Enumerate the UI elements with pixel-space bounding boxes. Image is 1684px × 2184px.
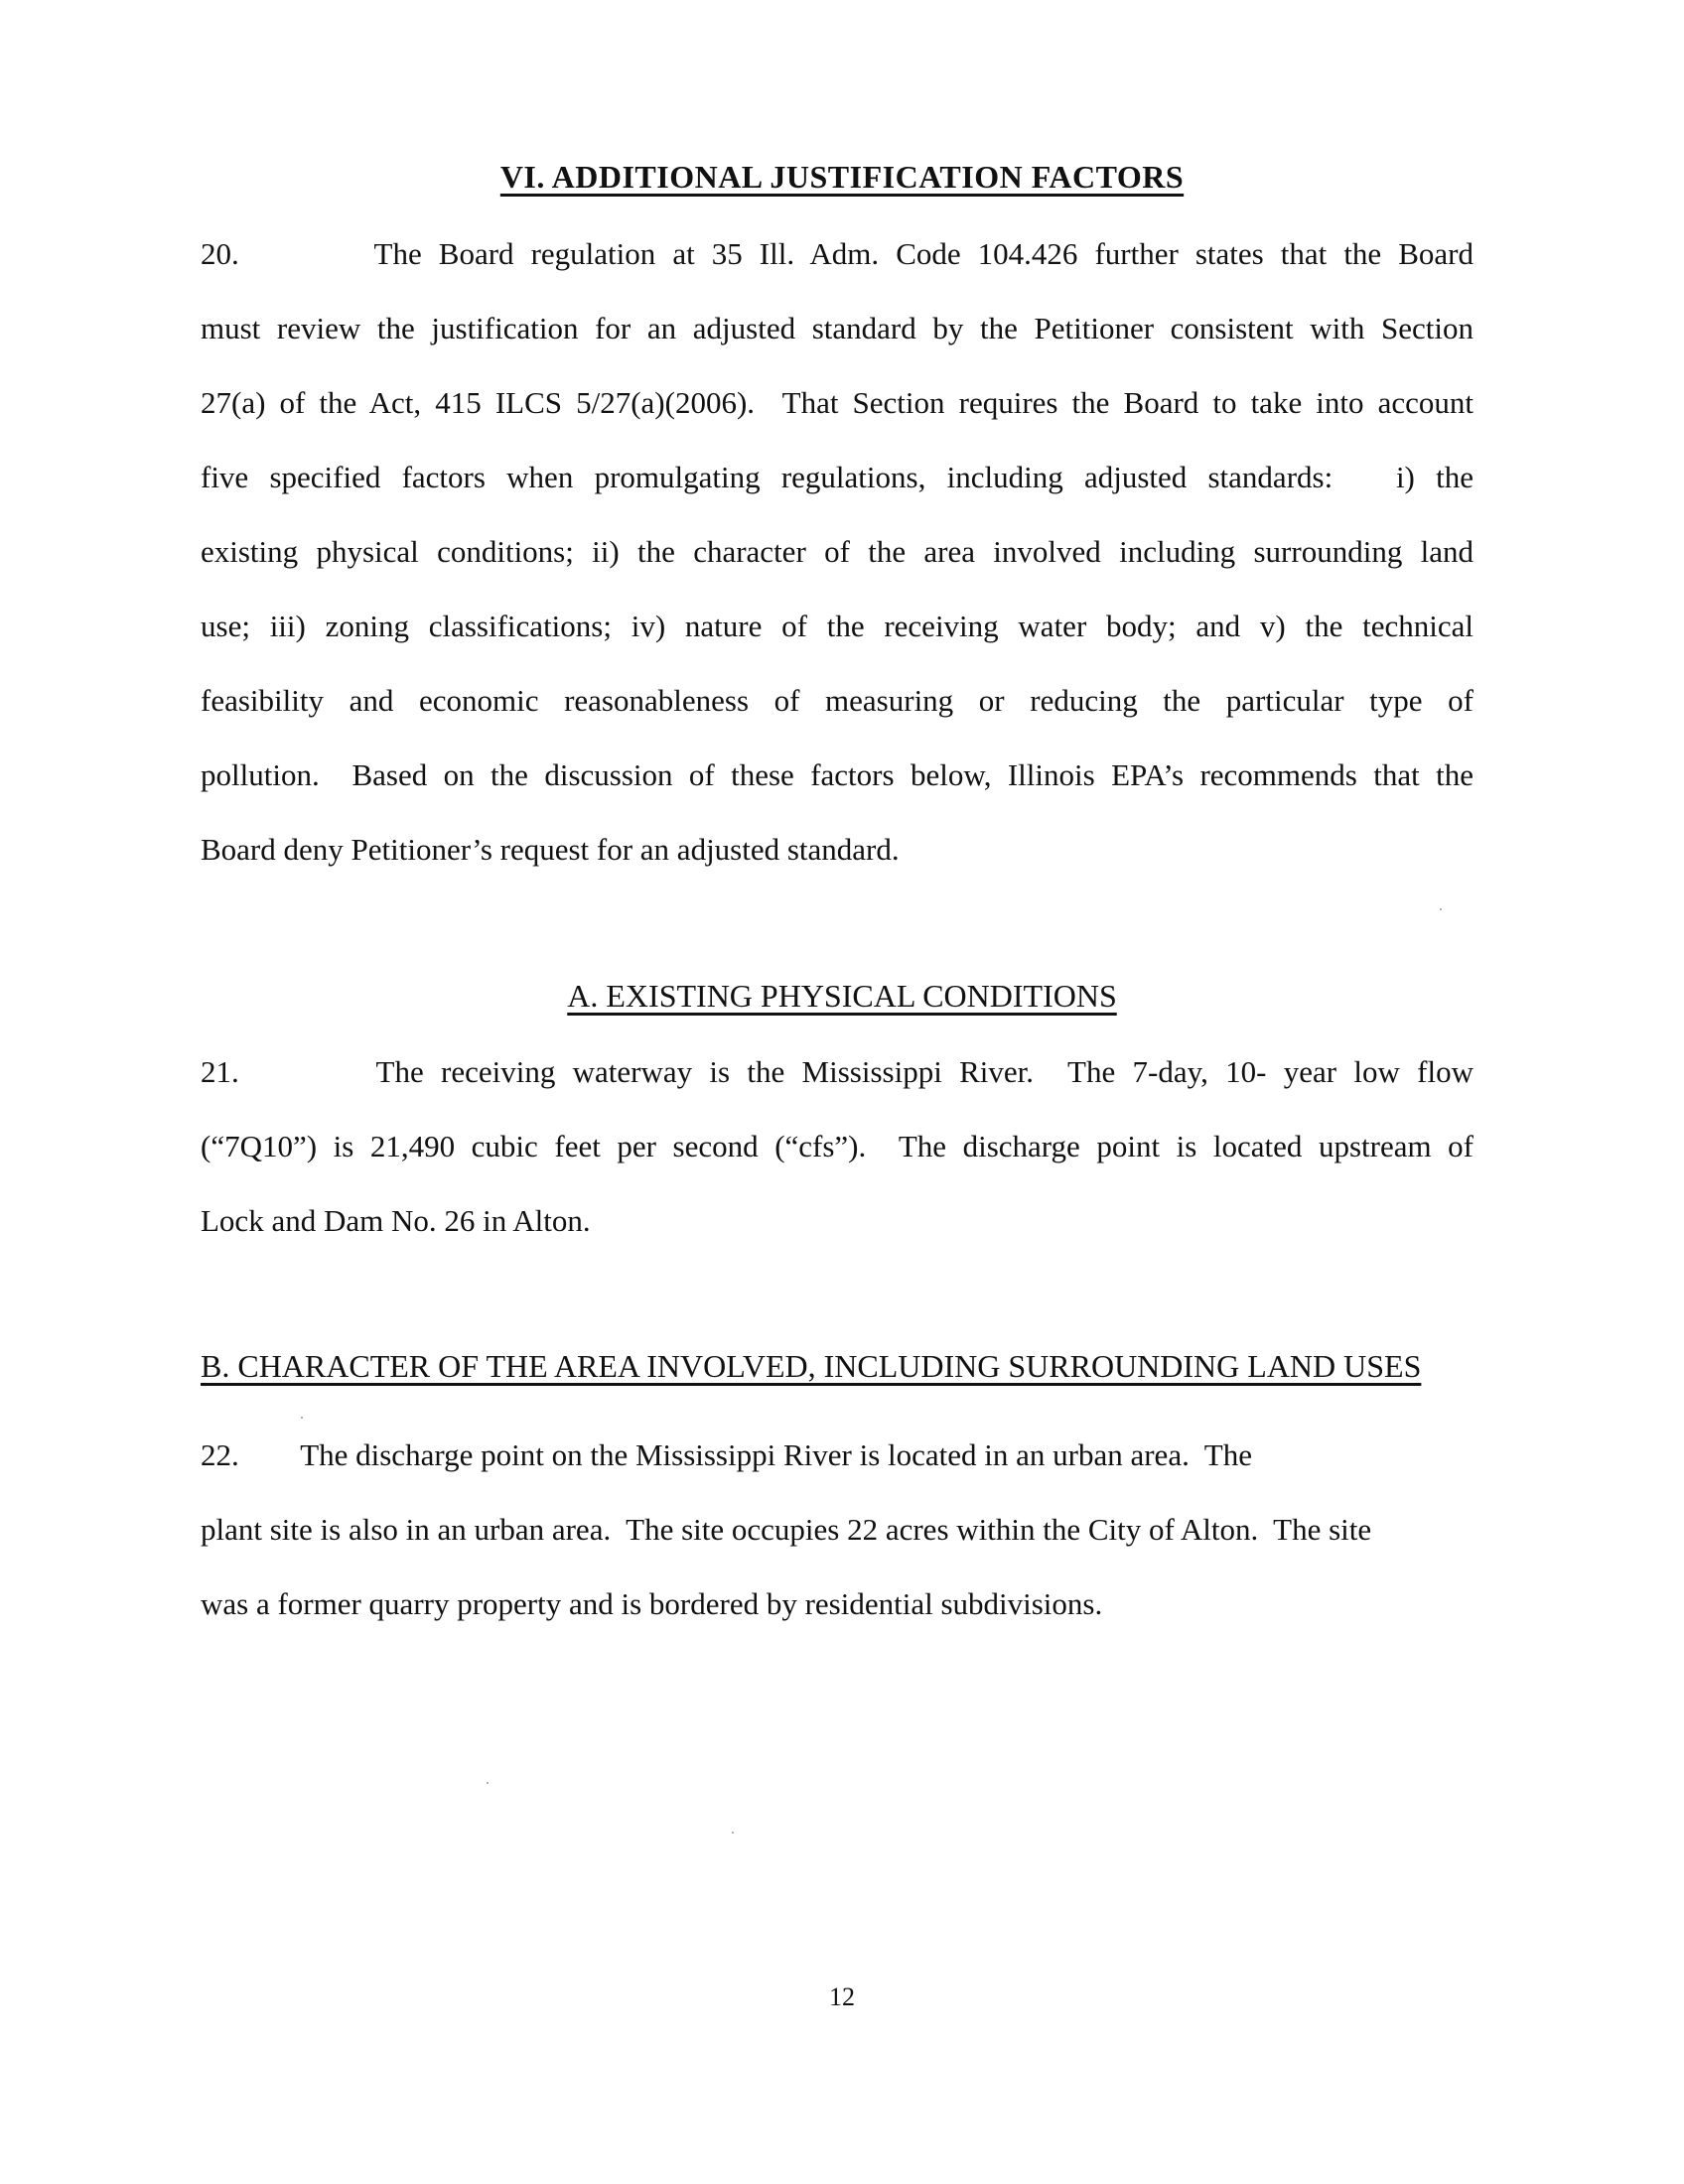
paragraph-line: must review the justification for an adjusted standard by the Petitioner consistent with Section — [201, 311, 1474, 345]
paragraph-line: Board deny Petitioner’s request for an adjusted standard. — [201, 832, 900, 867]
paragraph-line: 21. The receiving waterway is the Mississippi River. The 7-day, 10- year low flow — [201, 1054, 1474, 1089]
paragraph-line: existing physical conditions; ii) the character of the area involved including surrounding land — [201, 534, 1474, 569]
paragraph-22 — [201, 1437, 1474, 1636]
section-b-heading: B. CHARACTER OF THE AREA INVOLVED, INCLUDING SURROUNDING LAND USES — [201, 1348, 1422, 1384]
paragraph-line: plant site is also in an urban area. The site occupies 22 acres within the City of Alton. The site — [201, 1512, 1372, 1547]
paragraph-21 — [201, 1054, 1474, 1253]
scan-speck — [301, 1417, 303, 1419]
paragraph-line: Lock and Dam No. 26 in Alton. — [201, 1203, 591, 1238]
paragraph-20 — [201, 236, 1474, 882]
paragraph-line: was a former quarry property and is bordered by residential subdivisions. — [201, 1586, 1103, 1621]
scan-speck — [1440, 908, 1442, 910]
scan-speck — [732, 1832, 734, 1834]
paragraph-line: use; iii) zoning classifications; iv) nature of the receiving water body; and v) the technical — [201, 609, 1474, 643]
paragraph-line: five specified factors when promulgating regulations, including adjusted standards: i) the — [201, 460, 1474, 494]
paragraph-line: (“7Q10”) is 21,490 cubic feet per second (“cfs”). The discharge point is located upstream of — [201, 1129, 1474, 1163]
page-number: 12 — [829, 1982, 855, 2011]
paragraph-line: feasibility and economic reasonableness of measuring or reducing the particular type of — [201, 683, 1474, 718]
paragraph-line: 22. The discharge point on the Mississippi River is located in an urban area. The — [201, 1437, 1252, 1472]
scan-speck — [487, 1782, 489, 1784]
paragraph-line: 27(a) of the Act, 415 ILCS 5/27(a)(2006). That Section requires the Board to take into account — [201, 385, 1474, 420]
paragraph-line: 20. The Board regulation at 35 Ill. Adm. Code 104.426 further states that the Board — [201, 236, 1474, 271]
paragraph-line: pollution. Based on the discussion of these factors below, Illinois EPA’s recommends that the — [201, 757, 1474, 792]
section-vi-heading: VI. ADDITIONAL JUSTIFICATION FACTORS — [499, 159, 1185, 195]
section-a-heading: A. EXISTING PHYSICAL CONDITIONS — [567, 978, 1117, 1014]
